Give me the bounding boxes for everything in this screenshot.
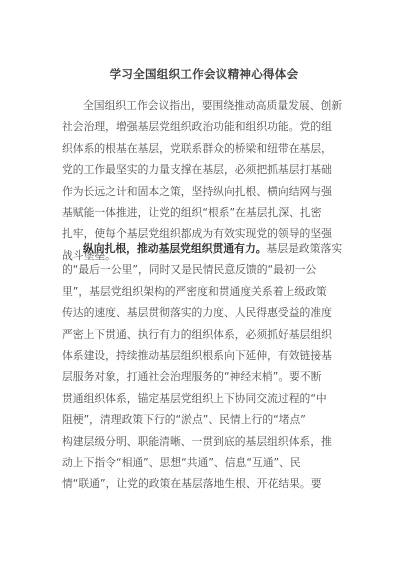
paragraph-line: 战斗堡垒。	[62, 248, 116, 262]
paragraph-line: 构建层级分明、职能清晰、一贯到底的基层组织体系，推	[62, 434, 332, 448]
paragraph-line: 动上下指令“相通”、思想“共通”、信息“互通”、民	[62, 455, 301, 469]
paragraph-line: 全国组织工作会议指出，要围绕推动高质量发展、创新	[83, 99, 343, 112]
paragraph-line: 贯通组织体系，锚定基层党组织上下协同交流过程的“中	[62, 391, 327, 405]
paragraph-line: 体系建设，持续推动基层组织根系向下延伸，有效链接基	[62, 348, 332, 362]
document-title: 学习全国组织工作会议精神心得体会	[109, 67, 299, 81]
paragraph-line: 基赋能一体推进，让党的组织“根系”在基层扎深、扎密	[62, 205, 322, 219]
paragraph-line: 层服务对象，打通社会治理服务的“神经末梢”。要不断	[62, 370, 322, 384]
paragraph-lead-heading: 纵向扎根，推动基层党组织贯通有力。	[83, 242, 267, 255]
paragraph-line: 扎牢，使每个基层党组织都成为有效实现党的领导的坚强	[62, 227, 332, 241]
paragraph-line: 作为长远之计和固本之策，坚持纵向扎根、横向结网与强	[62, 184, 332, 198]
paragraph-2	[62, 238, 352, 495]
paragraph-first-line-rest: 基层是政策落实	[266, 242, 343, 255]
paragraph-line: 的“最后一公里”，同时又是民情民意反馈的“最初一公	[62, 263, 317, 277]
paragraph-first-line	[62, 238, 352, 259]
paragraph-line: 织体系的根基在基层，党联系群众的桥梁和纽带在基层，	[62, 141, 332, 155]
paragraph-line: 里”，基层党组织架构的严密度和贯通度关系着上级政策	[62, 284, 327, 298]
paragraph-line: 社会治理，增强基层党组织政治功能和组织功能。党的组	[62, 120, 332, 134]
paragraph-line: 阻梗”，清理政策下行的“淤点”、民情上行的“堵点”	[62, 413, 306, 427]
paragraph-line: 严密上下贯通、执行有力的组织体系，必须抓好基层组织	[62, 327, 332, 341]
paragraph-line: 情“联通”，让党的政策在基层落地生根、开花结果。要	[62, 477, 322, 491]
paragraph-line: 党的工作最坚实的力量支撑在基层，必须把抓基层打基础	[62, 163, 332, 177]
paragraph-line: 传达的速度、基层贯彻落实的力度、人民得惠受益的准度	[62, 306, 332, 320]
